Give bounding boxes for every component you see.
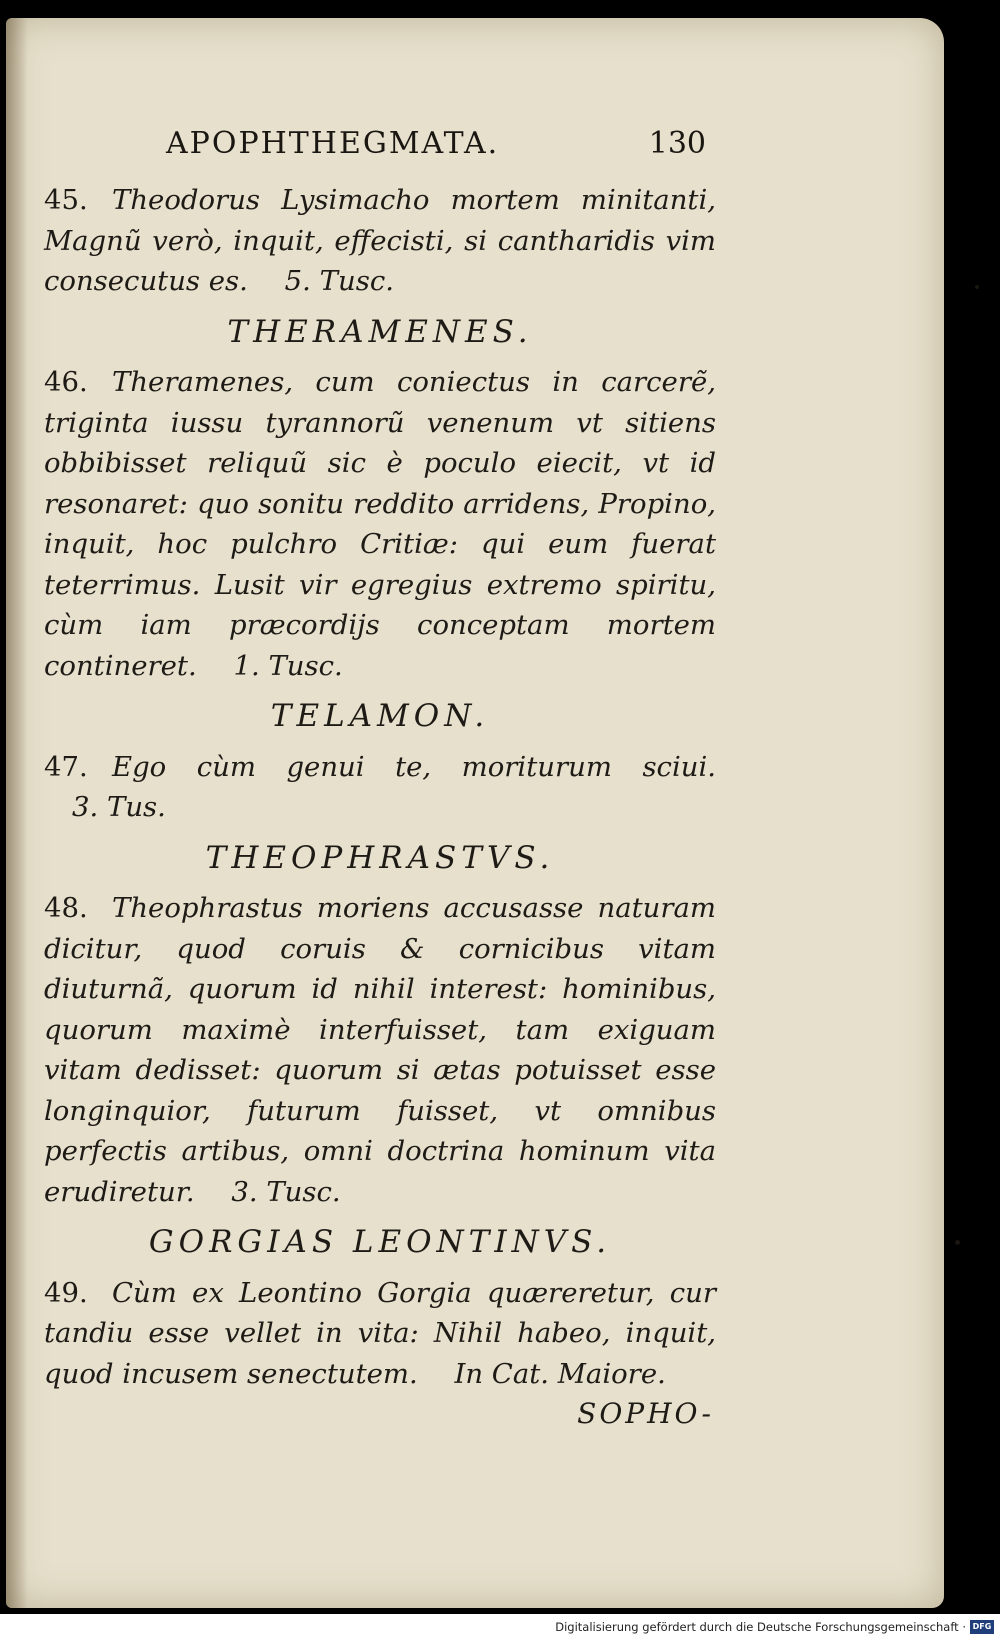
- source-reference: 3. Tus.: [72, 791, 166, 823]
- digitization-footer: [0, 1614, 1000, 1642]
- page-number: 130: [648, 126, 706, 161]
- apophthegm-entry: [44, 180, 716, 302]
- apophthegm-entry: [44, 747, 716, 828]
- catchword: SOPHO-: [577, 1397, 714, 1430]
- section-heading: GORGIAS LEONTINVS.: [148, 1224, 612, 1260]
- entry-number: 48.: [44, 892, 88, 924]
- entry-number: 45.: [44, 184, 88, 216]
- section-heading: THEOPHRASTVS.: [205, 839, 555, 876]
- ink-speck: [975, 285, 979, 289]
- source-reference: 5. Tusc.: [284, 265, 394, 297]
- dfg-logo: DFG: [970, 1620, 994, 1634]
- section-heading: THERAMENES.: [227, 313, 533, 350]
- running-title: APOPHTHEGMATA.: [166, 126, 500, 161]
- text-block: [44, 180, 716, 1435]
- apophthegm-entry: [44, 888, 716, 1212]
- section-heading: TELAMON.: [270, 698, 490, 734]
- entry-text: Theophrastus moriens accusasse naturam dicitur, quod coruis & cornicibus vitam diuturnã, quorum id nihil interest: hominibus, quorum maximè interfuisset, tam exiguam vitam dedisset: quorum si ætas potuisset esse longinquior, futurum fuisset, vt omnibus perfectis artibus, omni doctrina hominum vita erudiretur.: [44, 892, 716, 1208]
- entry-text: Theramenes, cum coniectus in carcerẽ, triginta iussu tyrannorũ venenum vt sitiens obbibisset reliquũ sic è poculo eiecit, vt id resonaret: quo sonitu reddito arridens, Propino, inquit, hoc pulchro Critiæ: qui eum fuerat teterrimus. Lusit vir egregius extremo spiritu, cùm iam præcordijs conceptam mortem contineret.: [44, 366, 716, 682]
- source-reference: 3. Tusc.: [231, 1175, 341, 1208]
- entry-number: 49.: [44, 1276, 88, 1309]
- book-page: [6, 18, 944, 1608]
- entry-text: Cùm ex Leontino Gorgia quæreretur, cur tandiu esse vellet in vita: Nihil habeo, inquit, quod incusem senectutem.: [44, 1276, 716, 1390]
- source-reference: In Cat. Maiore.: [454, 1357, 666, 1390]
- source-reference: 1. Tusc.: [233, 649, 343, 682]
- apophthegm-entry: [44, 362, 716, 686]
- entry-number: 46.: [44, 366, 88, 398]
- entry-text: Ego cùm genui te, moriturum sciui.: [112, 750, 716, 783]
- ink-speck: [955, 1240, 960, 1245]
- entry-number: 47.: [44, 750, 88, 783]
- entry-text: Theodorus Lysimacho mortem minitanti, Magnũ verò, inquit, effecisti, si cantharidis vim consecutus es.: [44, 184, 716, 297]
- funding-note: Digitalisierung gefördert durch die Deutsche Forschungsgemeinschaft ·: [555, 1620, 966, 1634]
- running-head: [166, 126, 706, 166]
- apophthegm-entry: [44, 1273, 716, 1395]
